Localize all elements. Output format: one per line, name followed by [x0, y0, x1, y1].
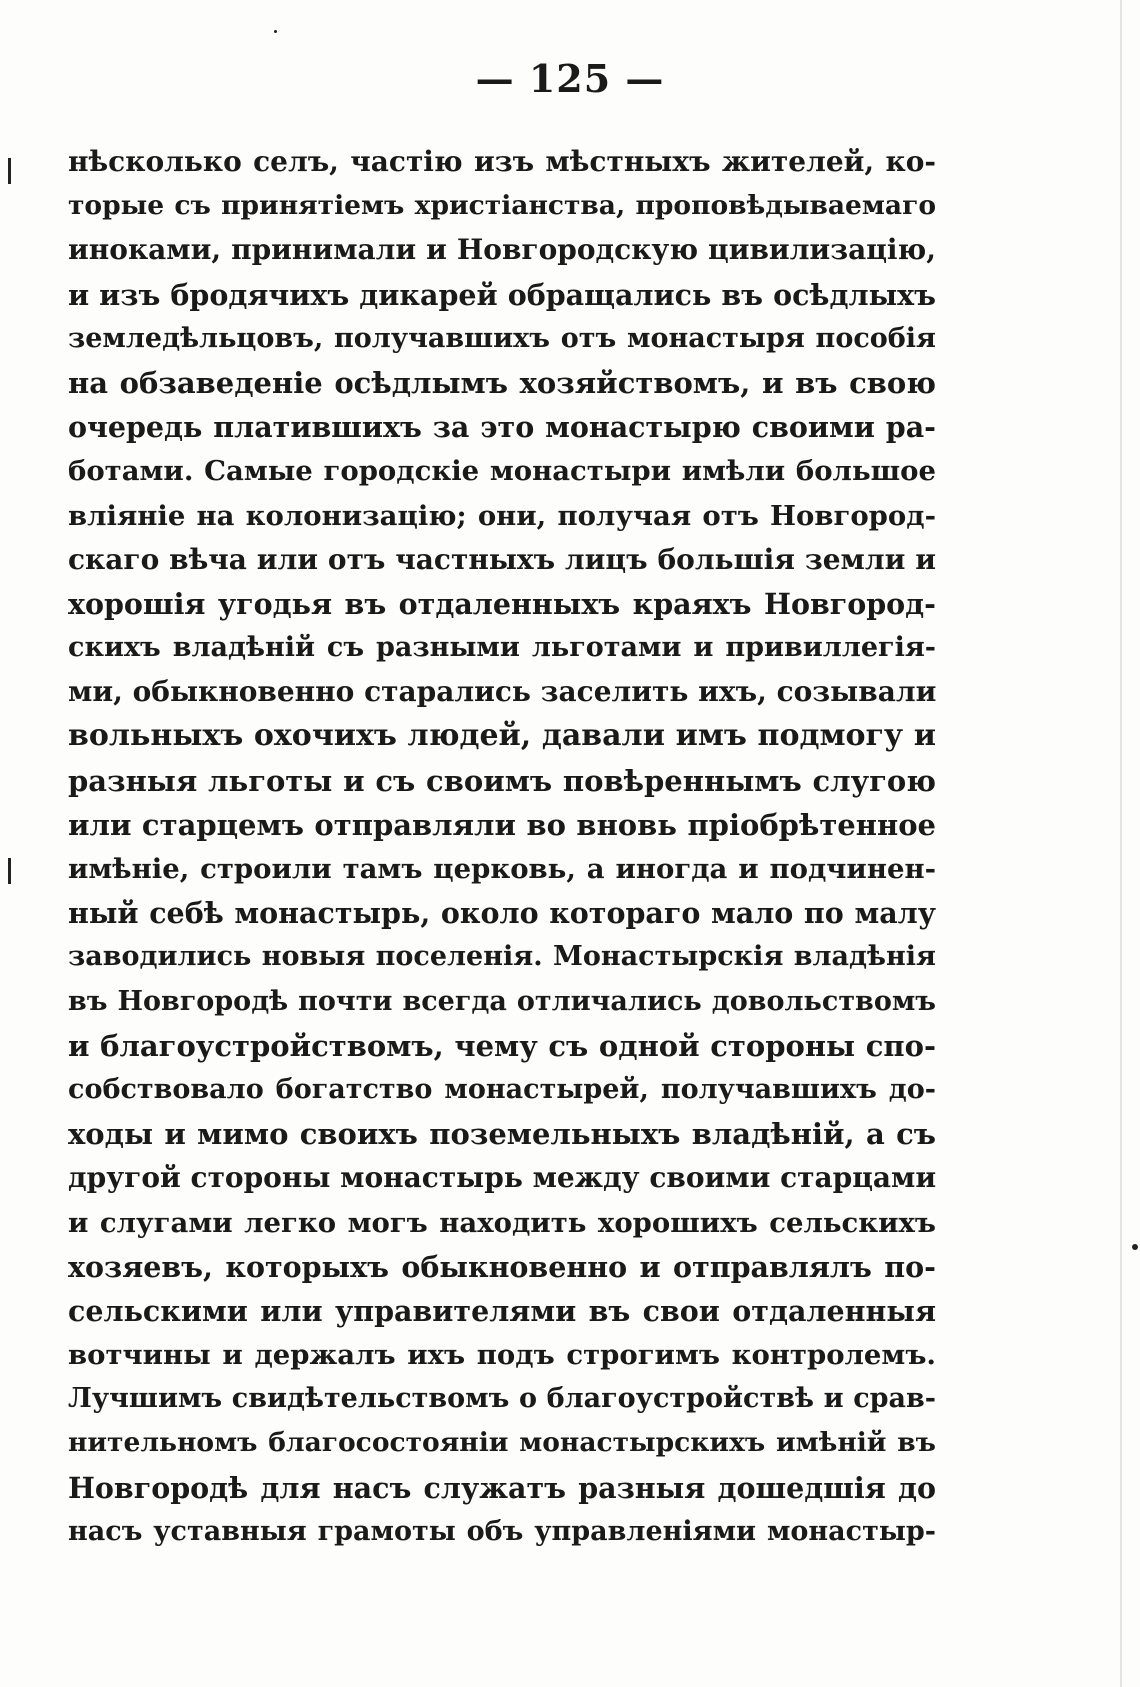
- text-line: хорошія угодья въ отдаленныхъ краяхъ Новгород-: [68, 586, 936, 621]
- text-line: сельскими или управителями въ свои отдаленныя: [68, 1293, 936, 1328]
- text-line: и благоустройствомъ, чему съ одной стороны спо-: [68, 1028, 936, 1063]
- text-line: имѣніе, строили тамъ церковь, а иногда и подчинен-: [68, 853, 936, 885]
- text-line: или старцемъ отправляли во вновь пріобрѣтенное: [68, 807, 936, 842]
- margin-dot: [1132, 1244, 1138, 1250]
- page-number: — 125 —: [475, 56, 665, 101]
- text-line: разныя льготы и съ своимъ повѣреннымъ слугою: [68, 763, 936, 798]
- text-line: скаго вѣча или отъ частныхъ лицъ большія земли и: [68, 542, 936, 576]
- text-line: земледѣльцовъ, получавшихъ отъ монастыря пособія: [68, 322, 936, 354]
- text-line: другой стороны монастырь между своими старцами: [68, 1161, 936, 1195]
- text-line: нѣсколько селъ, частію изъ мѣстныхъ жителей, ко-: [68, 145, 936, 178]
- text-line: и слугами легко могъ находить хорошихъ сельскихъ: [68, 1206, 936, 1239]
- text-line: иноками, принимали и Новгородскую цивилизацію,: [68, 233, 936, 267]
- text-line: ный себѣ монастырь, около котораго мало по малу: [68, 896, 936, 931]
- text-line: и изъ бродячихъ дикарей обращались въ осѣдлыхъ: [68, 277, 936, 312]
- margin-mark: [8, 158, 11, 184]
- text-line: на обзаведеніе осѣдлымъ хозяйствомъ, и въ свою: [68, 365, 936, 400]
- text-line: Лучшимъ свидѣтельствомъ о благоустройствѣ и срав-: [68, 1383, 936, 1415]
- text-line: въ Новгородѣ почти всегда отличались довольствомъ: [68, 985, 936, 1017]
- text-line: вліяніе на колонизацію; они, получая отъ Новгород-: [68, 499, 936, 532]
- text-line: нительномъ благосостояніи монастырскихъ имѣній въ: [68, 1427, 936, 1459]
- body-text: [68, 140, 936, 1554]
- page-edge: [1120, 0, 1122, 1687]
- text-line: Новгородѣ для насъ служатъ разныя дошедшія до: [68, 1470, 936, 1505]
- text-line: заводились новыя поселенія. Монастырскія владѣнія: [68, 941, 936, 973]
- speck-mark: [274, 30, 277, 33]
- text-line: очередь платившихъ за это монастырю своими ра-: [68, 410, 936, 445]
- text-line: ботами. Самые городскіе монастыри имѣли большое: [68, 455, 936, 488]
- text-line: ходы и мимо своихъ поземельныхъ владѣній, а съ: [68, 1117, 936, 1152]
- text-line: насъ уставныя грамоты объ управленіями монастыр-: [68, 1515, 936, 1547]
- text-line: скихъ владѣній съ разными льготами и привиллегія-: [68, 632, 936, 664]
- text-line: вольныхъ охочихъ людей, давали имъ подмогу и: [68, 718, 936, 754]
- text-line: хозяевъ, которыхъ обыкновенно и отправлялъ по-: [68, 1249, 936, 1284]
- text-line: собствовало богатство монастырей, получавшихъ до-: [68, 1073, 936, 1105]
- text-line: ми, обыкновенно старались заселить ихъ, созывали: [68, 675, 936, 709]
- text-line: вотчины и держалъ ихъ подъ строгимъ контролемъ.: [68, 1339, 936, 1372]
- margin-mark: [8, 858, 11, 884]
- text-line: торые съ принятіемъ христіанства, проповѣдываемаго: [68, 190, 936, 222]
